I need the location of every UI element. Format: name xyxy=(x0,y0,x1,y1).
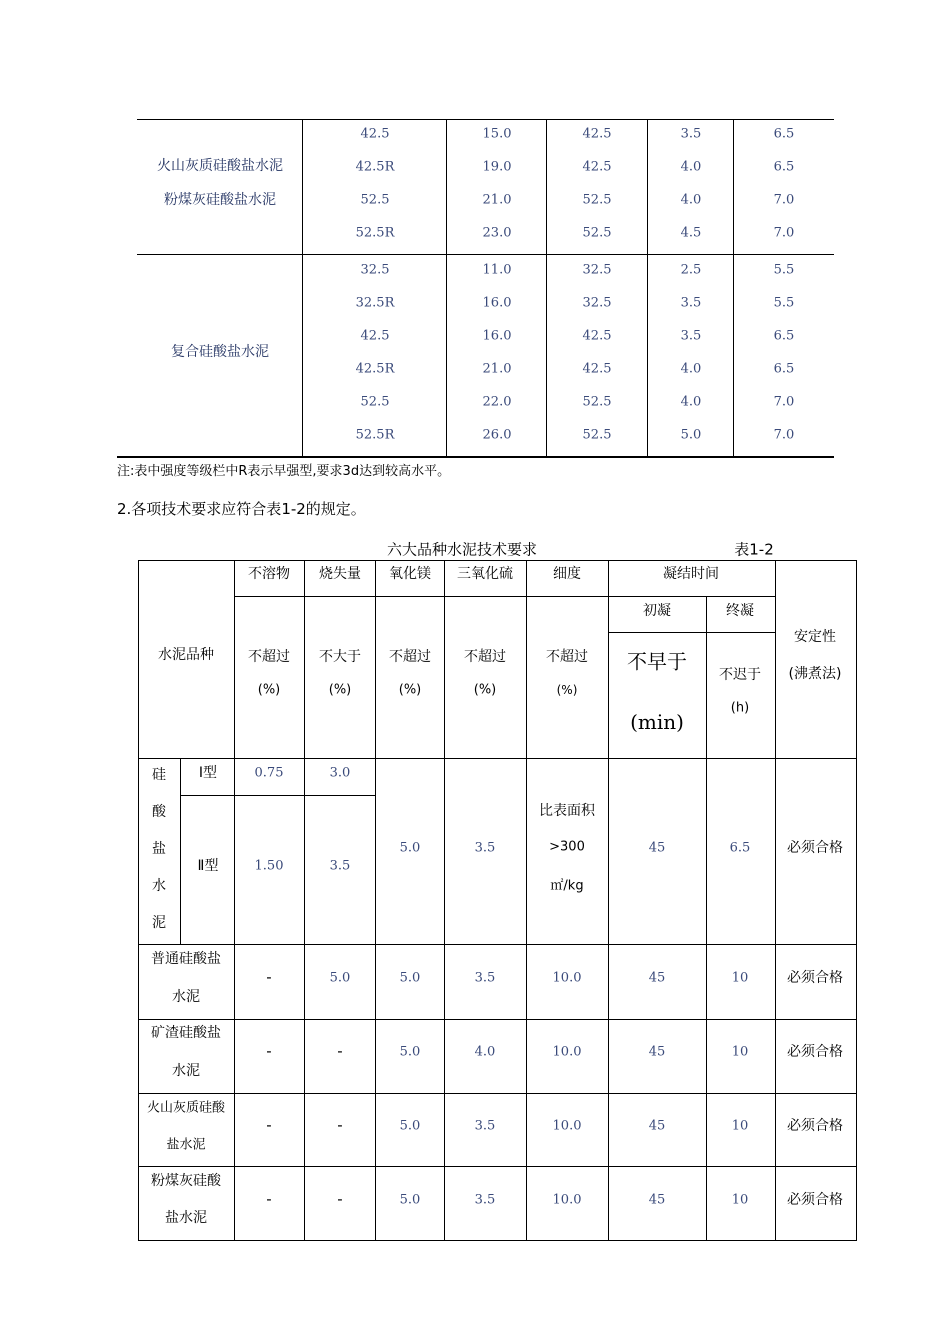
header-mgo: 氧化镁 xyxy=(389,566,431,582)
header-soundness: 安定性 xyxy=(794,629,836,645)
cement-name-flyash: 粉煤灰硅酸盐水泥 xyxy=(164,192,276,208)
cement-name-pozzolanic: 火山灰质硅酸盐水泥 xyxy=(157,158,283,174)
table-label: 表1-2 xyxy=(734,540,774,559)
header-setting-time: 凝结时间 xyxy=(663,566,719,582)
header-soundness-method: (沸煮法) xyxy=(788,666,842,682)
paragraph-requirements: 2.各项技术要求应符合表1-2的规定。 xyxy=(117,500,366,518)
portland-type-2: Ⅱ型 xyxy=(197,858,219,874)
header-initial-set: 初凝 xyxy=(643,603,671,619)
table-caption: 六大品种水泥技术要求 xyxy=(386,540,538,559)
header-final-set: 终凝 xyxy=(726,603,754,619)
cement-name-composite: 复合硅酸盐水泥 xyxy=(171,344,269,360)
table-note: 注:表中强度等级栏中R表示早强型,要求3d达到较高水平。 xyxy=(117,464,451,479)
header-insoluble: 不溶物 xyxy=(248,566,290,582)
header-loss: 烧失量 xyxy=(319,566,361,582)
header-so3: 三氧化硫 xyxy=(457,566,513,582)
header-fineness: 细度 xyxy=(553,566,581,582)
header-variety: 水泥品种 xyxy=(158,647,214,663)
portland-type-1: Ⅰ型 xyxy=(198,765,218,781)
